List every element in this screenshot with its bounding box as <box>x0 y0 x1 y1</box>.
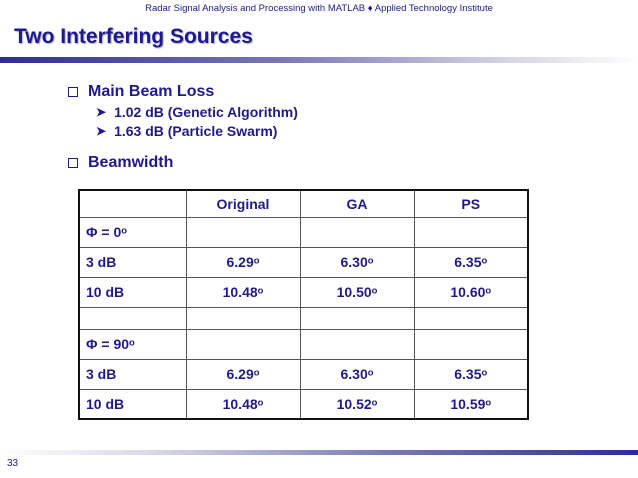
table-cell: 10.48ᵒ <box>186 277 300 307</box>
arrow-bullet-icon: ➤ <box>96 123 107 138</box>
table-header-row <box>79 190 528 217</box>
table-row <box>79 247 528 277</box>
bullet-beamwidth <box>68 153 298 173</box>
table-cell: Φ = 0ᵒ <box>79 217 186 247</box>
table-cell: 10.59ᵒ <box>414 389 528 419</box>
table-header-cell: PS <box>414 190 528 217</box>
table-row <box>79 389 528 419</box>
bullet-label: Main Beam Loss <box>88 83 215 100</box>
footer-divider <box>0 450 638 455</box>
table-header-cell <box>79 190 186 217</box>
checkbox-bullet-icon <box>68 87 78 97</box>
table-cell: 3 dB <box>79 359 186 389</box>
slide-title: Two Interfering Sources <box>14 25 253 48</box>
table-cell: 6.30ᵒ <box>300 359 414 389</box>
table-cell: 10.50ᵒ <box>300 277 414 307</box>
table-cell <box>414 217 528 247</box>
header-text: Radar Signal Analysis and Processing with MATLAB ♦ Applied Technology Institute <box>145 3 493 14</box>
table-cell: 10 dB <box>79 277 186 307</box>
subbullet-label: 1.02 dB (Genetic Algorithm) <box>114 103 298 120</box>
table-cell <box>300 329 414 359</box>
checkbox-bullet-icon <box>68 158 78 168</box>
table-cell <box>300 217 414 247</box>
table-cell <box>414 329 528 359</box>
table-cell <box>300 307 414 329</box>
table-cell: 6.29ᵒ <box>186 247 300 277</box>
bullet-list <box>68 82 298 173</box>
subbullet-label: 1.63 dB (Particle Swarm) <box>114 122 278 139</box>
table-cell <box>414 307 528 329</box>
title-divider <box>0 57 638 63</box>
table-row <box>79 329 528 359</box>
table-cell: 6.35ᵒ <box>414 247 528 277</box>
table-row <box>79 359 528 389</box>
table-cell <box>186 217 300 247</box>
table-row <box>79 277 528 307</box>
table-cell: 10.48ᵒ <box>186 389 300 419</box>
table-cell <box>79 307 186 329</box>
page-number: 33 <box>7 458 19 469</box>
table-header-cell: Original <box>186 190 300 217</box>
table-row <box>79 307 528 329</box>
table-cell <box>186 329 300 359</box>
table-cell: 10 dB <box>79 389 186 419</box>
bullet-label: Beamwidth <box>88 154 174 171</box>
table-cell: 6.29ᵒ <box>186 359 300 389</box>
beamwidth-table-wrap <box>78 189 529 420</box>
table-cell: Φ = 90ᵒ <box>79 329 186 359</box>
table-cell: 6.35ᵒ <box>414 359 528 389</box>
bullet-main-beam-loss <box>68 82 298 102</box>
table-cell: 10.52ᵒ <box>300 389 414 419</box>
beamwidth-table <box>78 189 529 420</box>
table-cell <box>186 307 300 329</box>
table-row <box>79 217 528 247</box>
table-cell: 10.60ᵒ <box>414 277 528 307</box>
arrow-bullet-icon: ➤ <box>96 104 107 119</box>
table-header-cell: GA <box>300 190 414 217</box>
subbullet-particle <box>96 121 298 140</box>
table-cell: 3 dB <box>79 247 186 277</box>
subbullet-genetic <box>96 102 298 121</box>
table-cell: 6.30ᵒ <box>300 247 414 277</box>
